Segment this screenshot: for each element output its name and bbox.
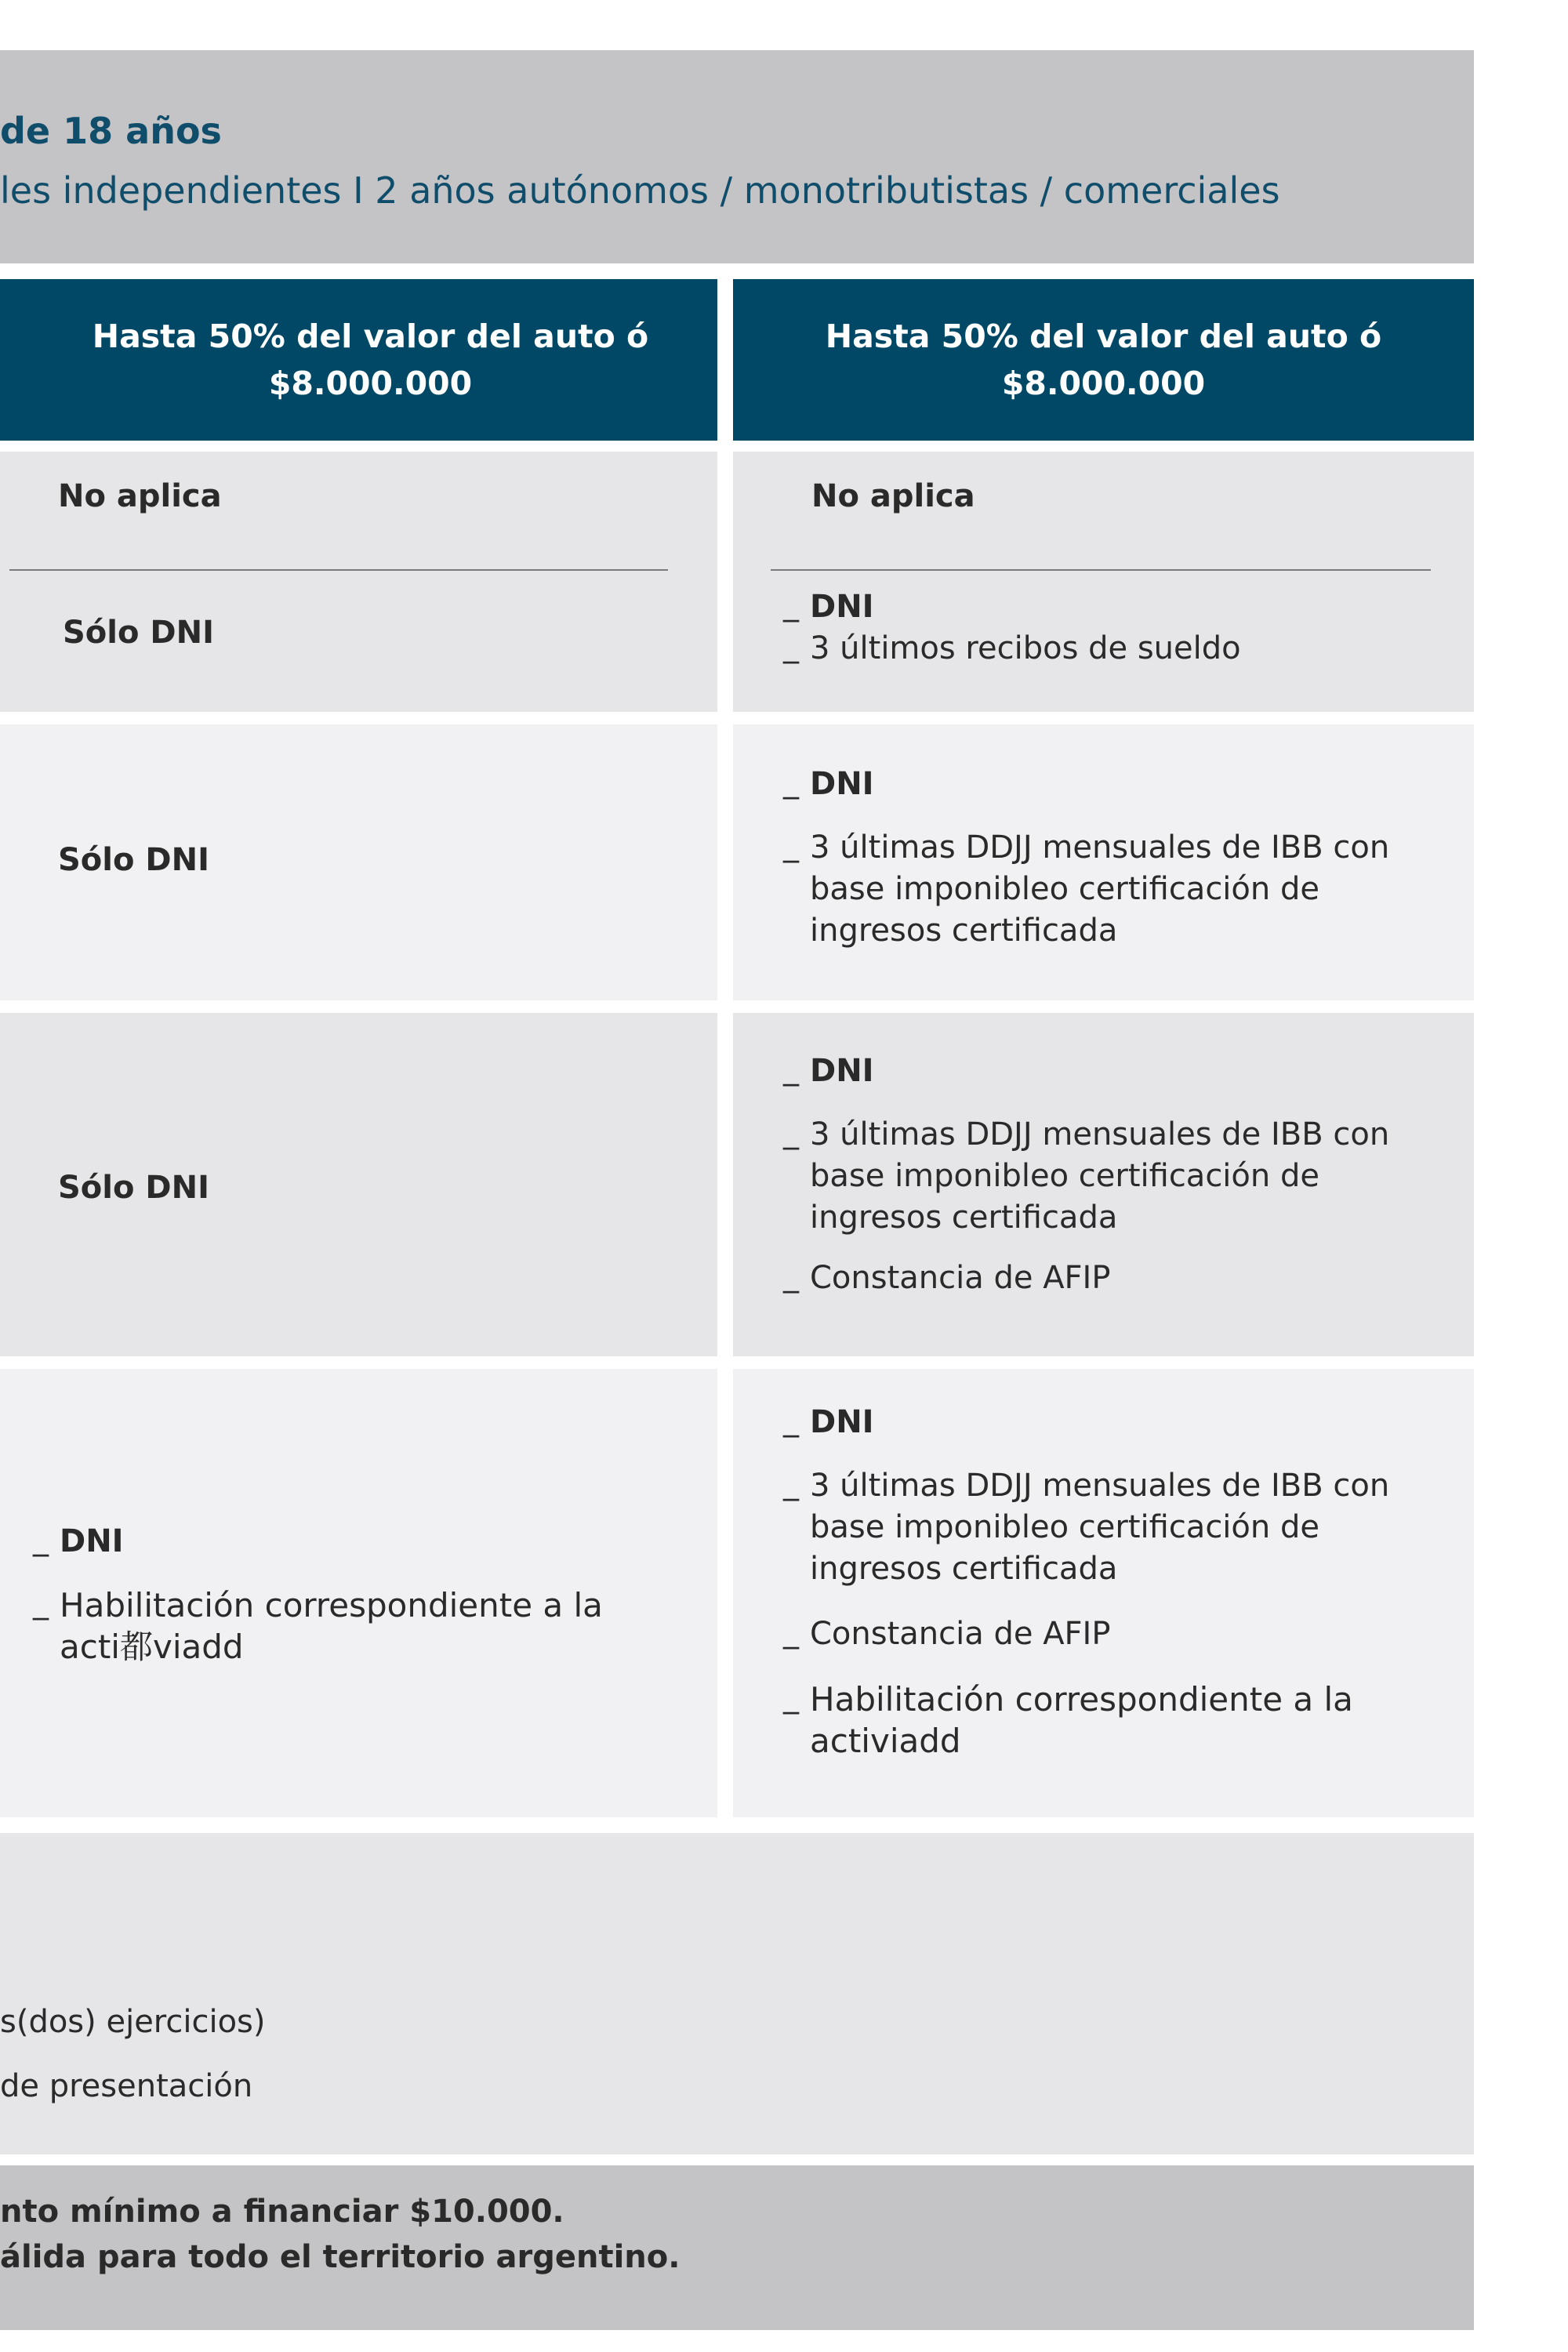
row-autonomos-right-cell [733, 1013, 1474, 1356]
column-header-left [0, 279, 717, 441]
footer-disclaimer [0, 2165, 1474, 2330]
document-list [783, 1051, 1442, 1299]
row-independents-left-cell [0, 724, 717, 1000]
cell-text-solo-dni: Sólo DNI [58, 842, 209, 878]
document-list [33, 1521, 660, 1668]
requirements-seniority: les independientes I 2 años autónomos / monotributistas / comerciales [0, 169, 1280, 212]
list-item: _ DNI [783, 764, 874, 802]
row-comerciales-left-cell [0, 1369, 717, 1817]
row-employees-right-cell [733, 452, 1474, 712]
column-header-right-line2: $8.000.000 [1001, 365, 1206, 402]
list-item: _ 3 últimas DDJJ mensuales de IBB con base imponibleo certificación de ingresos certificada [783, 1114, 1390, 1236]
requirements-age: de 18 años [0, 110, 222, 152]
row-independents-right-cell [733, 724, 1474, 1000]
list-item: _ 3 últimos recibos de sueldo [783, 628, 1241, 666]
cell-text-solo-dni: Sólo DNI [58, 1170, 209, 1206]
cell-text-no-aplica: No aplica [58, 478, 222, 514]
list-item: _ Constancia de AFIP [783, 1258, 1111, 1296]
cell-text-solo-dni: Sólo DNI [63, 615, 214, 651]
cell-divider [9, 569, 668, 571]
column-header-left-line2: $8.000.000 [268, 365, 473, 402]
column-header-right [733, 279, 1474, 441]
document-list [783, 764, 1442, 952]
list-item: _ DNI [33, 1521, 124, 1559]
note-line-2: de presentación [0, 2068, 253, 2104]
list-item: _ Habilitación correspondiente a la acti都viadd [33, 1584, 603, 1666]
list-item: _ DNI [783, 586, 874, 625]
footer-line-2: álida para todo el territorio argentino. [0, 2239, 681, 2275]
cell-divider [771, 569, 1431, 571]
list-item: _ 3 últimas DDJJ mensuales de IBB con base imponibleo certificación de ingresos certificada [783, 1465, 1390, 1587]
document-list [783, 586, 1426, 670]
row-comerciales-right-cell [733, 1369, 1474, 1817]
list-item: _ Habilitación correspondiente a la activiadd [783, 1679, 1353, 1760]
column-header-right-line1: Hasta 50% del valor del auto ó [825, 318, 1382, 355]
row-employees-left-cell [0, 452, 717, 712]
balance-notes-section [0, 1833, 1474, 2154]
column-header-left-line1: Hasta 50% del valor del auto ó [92, 318, 649, 355]
note-line-1: s(dos) ejercicios) [0, 2004, 266, 2040]
document-list [783, 1402, 1442, 1762]
list-item: _ DNI [783, 1402, 874, 1440]
list-item: _ DNI [783, 1051, 874, 1089]
list-item: _ 3 últimas DDJJ mensuales de IBB con base imponibleo certificación de ingresos certificada [783, 827, 1390, 949]
footer-line-1: nto mínimo a financiar $10.000. [0, 2194, 564, 2230]
requirements-banner [0, 50, 1474, 263]
cell-text-no-aplica: No aplica [811, 478, 975, 514]
row-autonomos-left-cell [0, 1013, 717, 1356]
list-item: _ Constancia de AFIP [783, 1613, 1111, 1652]
